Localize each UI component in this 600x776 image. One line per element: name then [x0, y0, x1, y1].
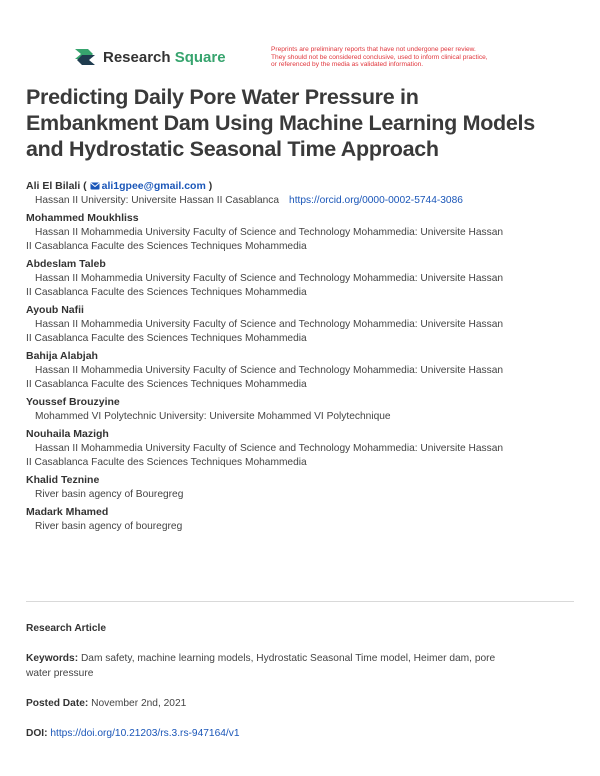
posted-date-value: November 2nd, 2021 [91, 698, 187, 709]
author-affiliation: River basin agency of Bouregreg [35, 489, 184, 500]
author-name: Nouhaila Mazigh [26, 428, 109, 440]
author-affiliation: Hassan II Mohammedia University Faculty of Science and Technology Mohammedia: Universite Hassan II Casablanca Faculte des Sciences Techniques Mohammedia [26, 319, 504, 344]
research-square-logo[interactable] [73, 46, 226, 68]
keywords-label: Keywords: [26, 653, 79, 664]
author-name: Ali El Bilali ( ali1gpee@gmail.com ) [26, 180, 213, 192]
author-affiliation: Hassan II University: Universite Hassan II Casablanca https://orcid.org/0000-0002-5744-3086 [35, 195, 463, 206]
paper-title-line: and Hydrostatic Seasonal Time Approach [26, 137, 439, 161]
author-email[interactable]: ali1gpee@gmail.com [101, 180, 206, 192]
preprint-notice-line: Preprints are preliminary reports that have not undergone peer review. [271, 46, 476, 53]
paper-title-line: Predicting Daily Pore Water Pressure in [26, 85, 419, 109]
keywords-value: Dam safety, machine learning models, Hydrostatic Seasonal Time model, Heimer dam, pore [80, 653, 496, 664]
doi [26, 726, 586, 741]
research-square-logo-icon [73, 46, 97, 68]
posted-date-label: Posted Date: [26, 698, 89, 709]
author-affiliation: Hassan II Mohammedia University Faculty of Science and Technology Mohammedia: Universite Hassan II Casablanca Faculte des Sciences Techniques Mohammedia [26, 365, 504, 390]
author-name: Mohammed Moukhliss [26, 212, 139, 224]
author-name: Ayoub Nafii [26, 304, 84, 316]
paper-title [26, 84, 586, 162]
author-affiliation: Mohammed VI Polytechnic University: Universite Mohammed VI Polytechnique [35, 411, 391, 422]
article-type: Research Article [26, 623, 107, 634]
author-list [26, 179, 586, 537]
brand-name [103, 49, 226, 66]
preprint-notice [271, 46, 571, 69]
preprint-notice-line: or referenced by the media as validated information. [271, 61, 424, 69]
doi-link[interactable]: https://doi.org/10.21203/rs.3.rs-947164/v1 [50, 728, 240, 739]
author-name: Abdeslam Taleb [26, 258, 106, 270]
author-affiliation: River basin agency of bouregreg [35, 521, 183, 532]
brand-name-part1: Research [103, 48, 171, 66]
doi-label: DOI: [26, 728, 48, 739]
keywords [26, 651, 586, 681]
preprint-notice-line: They should not be considered conclusive, used to inform clinical practice, [271, 53, 488, 61]
author-name: Youssef Brouzyine [26, 396, 120, 408]
author-name: Bahija Alabjah [26, 350, 98, 362]
author-name: Khalid Teznine [26, 474, 100, 486]
author-affiliation: Hassan II Mohammedia University Faculty of Science and Technology Mohammedia: Universite Hassan II Casablanca Faculte des Sciences Techniques Mohammedia [26, 443, 504, 468]
header [73, 46, 593, 76]
orcid-link[interactable]: https://orcid.org/0000-0002-5744-3086 [289, 195, 463, 206]
author-email-link[interactable] [90, 180, 206, 192]
brand-name-part2: Square [174, 48, 226, 66]
author-affiliation: Hassan II Mohammedia University Faculty of Science and Technology Mohammedia: Universite Hassan II Casablanca Faculte des Sciences Techniques Mohammedia [26, 227, 504, 252]
author-affiliation: Hassan II Mohammedia University Faculty of Science and Technology Mohammedia: Universite Hassan II Casablanca Faculte des Sciences Techniques Mohammedia [26, 273, 504, 298]
mail-icon [90, 182, 100, 190]
divider [26, 601, 574, 602]
paper-title-line: Embankment Dam Using Machine Learning Models [26, 111, 535, 135]
keywords-value-cont: water pressure [26, 668, 94, 679]
posted-date [26, 696, 586, 711]
author-name: Madark Mhamed [26, 506, 109, 518]
